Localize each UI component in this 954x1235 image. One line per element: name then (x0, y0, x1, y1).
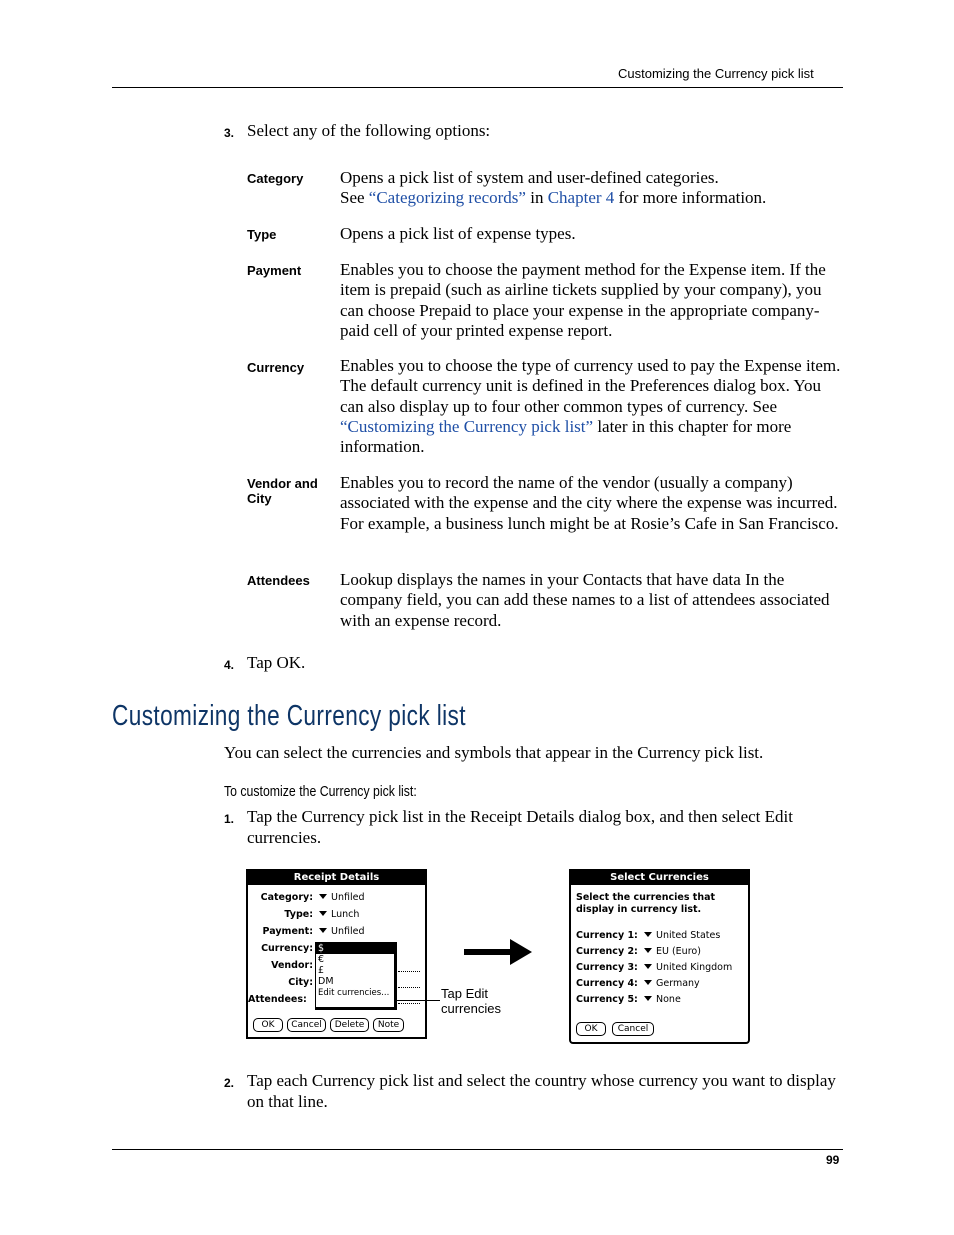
attendees-field[interactable] (398, 1003, 420, 1004)
callout-leader-line (396, 1000, 440, 1001)
option-term: Vendor and City (247, 476, 318, 506)
ok-button[interactable]: OK (253, 1018, 283, 1032)
dropdown-arrow-icon (644, 980, 652, 985)
text-span: later in this chapter for more information. (340, 416, 792, 457)
text-span: Enables you to choose the type of currency used to pay the Expense item. The default currency unit is defined in the Preferences dialog box. You can also display up to four other common types of currency. See (340, 356, 841, 416)
option-description-line (340, 188, 845, 208)
currency-2-label: Currency 2: (576, 946, 638, 957)
currency-4-label: Currency 4: (576, 978, 638, 989)
currency-label: Currency: (261, 943, 313, 954)
option-term: Category (247, 171, 304, 186)
section-heading: Customizing the Currency pick list (112, 700, 466, 732)
dropdown-arrow-icon (644, 964, 652, 969)
option-description: Enables you to choose the payment method for the Expense item. If the item is prepaid (such as airline tickets supplied by your company), you can choose Prepaid to place your expense in the appropriate company-paid cell of your printed expense report. (340, 260, 826, 340)
payment-label: Payment: (262, 926, 313, 937)
option-description-line: Opens a pick list of system and user-defined categories. (340, 168, 719, 187)
text-span: for more information. (614, 188, 767, 208)
currency-4-value: Germany (656, 978, 700, 989)
dropdown-arrow-icon (319, 928, 327, 933)
currency-3-picker[interactable] (644, 962, 732, 973)
select-currencies-screen (569, 869, 750, 1044)
ok-button[interactable]: OK (576, 1022, 606, 1036)
chapter-4-link[interactable]: Chapter 4 (547, 188, 615, 208)
city-label: City: (288, 977, 313, 988)
delete-button[interactable]: Delete (330, 1018, 369, 1032)
step-text: Tap the Currency pick list in the Receipt Details dialog box, and then select Edit currencies. (247, 807, 793, 847)
type-value: Lunch (331, 909, 360, 920)
edit-currencies-item[interactable]: Edit currencies... (318, 988, 390, 998)
currency-5-value: None (656, 994, 681, 1005)
dropdown-arrow-icon (319, 894, 327, 899)
procedure-subhead: To customize the Currency pick list: (224, 783, 417, 800)
callout-text: Tap Edit currencies (441, 986, 501, 1016)
dropdown-arrow-icon (644, 996, 652, 1001)
customizing-currency-link[interactable]: “Customizing the Currency pick list” (340, 416, 594, 436)
note-button[interactable]: Note (373, 1018, 404, 1032)
option-description: Enables you to record the name of the vendor (usually a company) associated with the expense and the city where the expense was incurred. For example, a business lunch might be at Rosie’s Cafe in San Francisco. (340, 473, 839, 533)
header-rule (112, 87, 843, 88)
currency-3-value: United Kingdom (656, 962, 733, 973)
currency-1-value: United States (656, 930, 721, 941)
currency-5-label: Currency 5: (576, 994, 638, 1005)
option-description (340, 168, 845, 209)
dropdown-arrow-icon (644, 932, 652, 937)
popup-item[interactable]: € (318, 954, 325, 965)
option-description: Lookup displays the names in your Contacts that have data In the company field, you can add these names to a list of attendees associated with an expense record. (340, 570, 830, 630)
popup-item[interactable]: £ (318, 965, 325, 976)
currency-popup-list (315, 942, 397, 1010)
step-number: 2. (224, 1076, 235, 1090)
city-field[interactable] (398, 987, 420, 988)
currency-2-picker[interactable] (644, 946, 701, 957)
footer-rule (112, 1149, 843, 1150)
currency-1-label: Currency 1: (576, 930, 638, 941)
option-term: Type (247, 227, 277, 242)
right-arrow-icon (462, 936, 534, 968)
category-value: Unfiled (331, 892, 365, 903)
type-picker[interactable] (319, 909, 359, 920)
categorizing-records-link[interactable]: “Categorizing records” (368, 188, 526, 208)
section-intro: You can select the currencies and symbols that appear in the Currency pick list. (224, 743, 764, 762)
running-head: Customizing the Currency pick list (618, 66, 814, 81)
text-span: See (340, 188, 369, 208)
step-number: 4. (224, 658, 235, 672)
step-text: Select any of the following options: (247, 121, 491, 140)
currency-4-picker[interactable] (644, 978, 700, 989)
select-instruction: Select the currencies that display in currency list. (576, 892, 716, 915)
vendor-label: Vendor: (271, 960, 313, 971)
step-text: Tap OK. (247, 653, 306, 672)
currency-3-label: Currency 3: (576, 962, 638, 973)
currency-2-value: EU (Euro) (656, 946, 701, 957)
attendees-label: Attendees: (248, 994, 307, 1005)
payment-picker[interactable] (319, 926, 364, 937)
currency-1-picker[interactable] (644, 930, 720, 941)
option-term: Payment (247, 263, 302, 278)
type-label: Type: (284, 909, 313, 920)
dropdown-arrow-icon (644, 948, 652, 953)
select-currencies-title: Select Currencies (571, 871, 748, 885)
step-text: Tap each Currency pick list and select the country whose currency you want to display on that line. (247, 1071, 836, 1111)
payment-value: Unfiled (331, 926, 365, 937)
step-number: 1. (224, 812, 235, 826)
category-picker[interactable] (319, 892, 364, 903)
receipt-details-screen (246, 869, 427, 1039)
option-term: Attendees (247, 573, 310, 588)
vendor-field[interactable] (398, 971, 420, 972)
text-span: in (525, 188, 548, 208)
option-term: Currency (247, 360, 305, 375)
page-number: 99 (826, 1153, 840, 1167)
cancel-button[interactable]: Cancel (612, 1022, 654, 1036)
dropdown-arrow-icon (319, 911, 327, 916)
popup-item[interactable]: DM (318, 976, 334, 987)
receipt-details-title: Receipt Details (248, 871, 425, 885)
option-description (340, 356, 845, 457)
step-number: 3. (224, 126, 235, 140)
popup-item[interactable]: $ (316, 943, 394, 954)
cancel-button[interactable]: Cancel (287, 1018, 326, 1032)
currency-5-picker[interactable] (644, 994, 681, 1005)
category-label: Category: (260, 892, 313, 903)
option-description: Opens a pick list of expense types. (340, 224, 576, 243)
